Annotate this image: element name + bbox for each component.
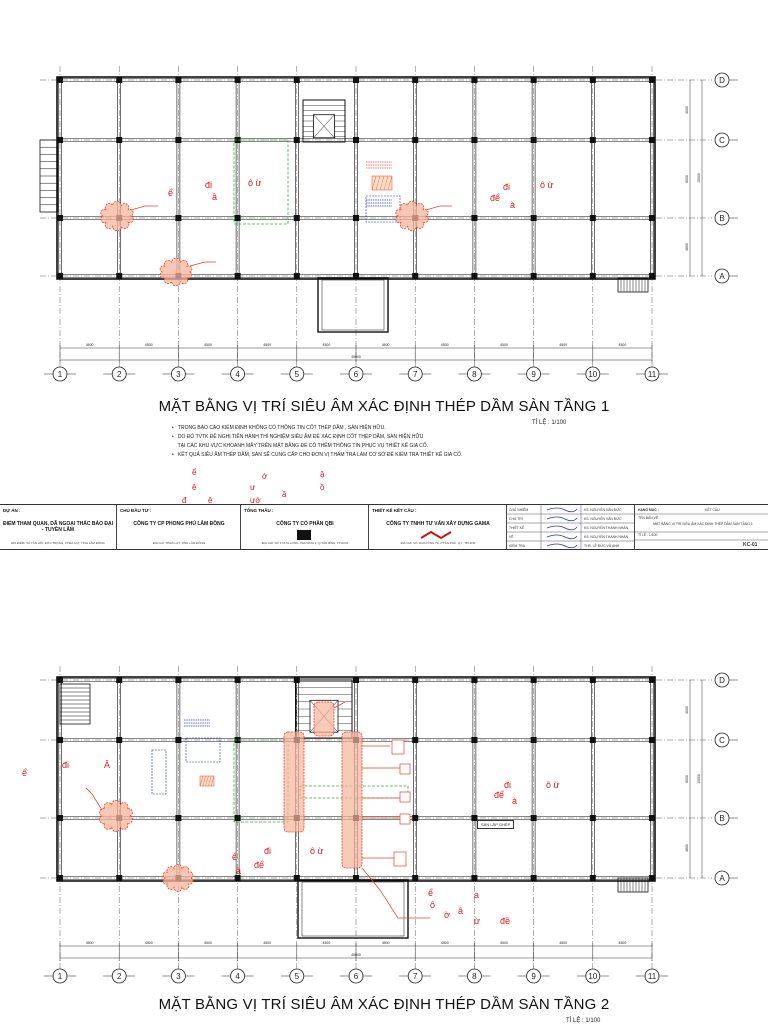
revision-cloud xyxy=(100,800,133,831)
column xyxy=(57,77,63,83)
tb-signatures xyxy=(506,505,635,549)
revision-cloud-shape xyxy=(163,865,193,892)
annot-glyph: ô ừ xyxy=(248,178,262,188)
annot-glyph: ờ xyxy=(444,910,450,920)
tb-person: KS. NGUYỄN THANH NHÂN xyxy=(584,526,629,530)
grid-bubble-label: 1 xyxy=(57,972,63,981)
revision-cloud xyxy=(163,865,193,892)
grid-bubble-label: A xyxy=(719,874,725,883)
column xyxy=(294,215,300,221)
cloud-leader xyxy=(131,206,158,210)
tb-person: KS. NGUYỄN VĂN ĐỨC xyxy=(584,508,622,512)
tb-contractor-addr: ĐỊA CHỈ: SỐ 3 CỬU LONG, PHƯỜNG 2, Q.TÂN BÌNH, TP.HCM xyxy=(262,541,348,545)
dimension-text: 4500 xyxy=(440,343,449,347)
tb-role: VẼ xyxy=(509,535,514,539)
dimension-text: 4500 xyxy=(559,343,568,347)
tb-drawing-name: MẶT BẰNG VỊ TRÍ SIÊU ÂM XÁC ĐỊNH THÉP DẦM SÀN TẦNG 1 xyxy=(653,522,753,526)
column xyxy=(175,137,181,143)
tb-person: KS. NGUYỄN THANH NHÂN xyxy=(584,535,629,539)
grid-bubble-label: B xyxy=(719,814,725,823)
gama-logo xyxy=(419,530,459,540)
leader-box xyxy=(400,814,410,824)
tb-contractor-value: CÔNG TY CỔ PHẦN QBI xyxy=(276,521,334,527)
qbi-logo xyxy=(297,530,311,540)
column xyxy=(235,77,241,83)
column xyxy=(531,77,537,83)
grid-bubble-label: A xyxy=(719,272,725,281)
column xyxy=(235,273,241,279)
column xyxy=(175,677,181,683)
column xyxy=(116,677,122,683)
lobby-outline xyxy=(318,278,388,332)
dimension-total-text: 45000 xyxy=(351,355,361,359)
column xyxy=(235,677,241,683)
tb-sheet-no: KC-01 xyxy=(743,542,758,548)
grid-bubble-label: 3 xyxy=(176,972,181,981)
column xyxy=(175,215,181,221)
revision-cloud xyxy=(342,732,362,868)
dimension-text: 4500 xyxy=(559,941,568,945)
dimension-text: 4500 xyxy=(381,343,390,347)
sheet2-scale: TỈ LỆ : 1/100 xyxy=(566,1018,601,1024)
floor-plan-1 xyxy=(0,28,768,388)
tb-designer-value: CÔNG TY TNHH TƯ VẤN XÂY DỰNG GAMA xyxy=(386,521,490,527)
leader-box xyxy=(400,764,410,774)
dimension-text: 4500 xyxy=(144,941,153,945)
column xyxy=(471,137,477,143)
column xyxy=(57,215,63,221)
stray-glyph: ê xyxy=(192,483,197,492)
leader-box xyxy=(400,792,410,802)
revision-cloud xyxy=(284,732,304,832)
grid-bubble-label: 10 xyxy=(588,370,598,379)
dimension-text: 4500 xyxy=(322,343,331,347)
tb-project-label: DỰ ÁN : xyxy=(3,508,21,513)
sheet1-notes xyxy=(172,424,592,460)
grid-bubble-label: 3 xyxy=(176,370,181,379)
tb-role: THIẾT KẾ xyxy=(509,526,525,530)
grid-bubble-label: 11 xyxy=(647,972,657,981)
column xyxy=(649,77,655,83)
note-text: TRONG BÁO CÁO KIỂM ĐỊNH KHÔNG CÓ THÔNG TIN CỐT THÉP DẦM , SÀN HIỆN HỮU. xyxy=(177,425,386,431)
column xyxy=(649,737,655,743)
dimension-text: 4500 xyxy=(500,343,508,347)
tb-scale: TỈ LỆ : 1/100 xyxy=(638,533,658,537)
tb-owner xyxy=(116,505,241,549)
revision-cloud-shape xyxy=(100,800,133,831)
stray-glyph: đ xyxy=(182,496,187,505)
dimension-text: 4000 xyxy=(685,706,689,714)
annot-glyph: ể xyxy=(428,888,434,898)
column xyxy=(649,875,655,881)
annot-glyph: đi xyxy=(205,180,213,190)
dimension-total-text: 15000 xyxy=(697,774,701,784)
annot-glyph: ừ xyxy=(474,916,481,926)
column xyxy=(590,875,596,881)
revision-cloud xyxy=(314,702,334,736)
column xyxy=(471,875,477,881)
tb-owner-value: CÔNG TY CP PHONG PHÚ LÂM ĐỒNG xyxy=(133,521,225,527)
stray-glyph: ớ xyxy=(262,472,268,481)
annot-glyph: Â xyxy=(104,760,111,770)
dimension-text: 4500 xyxy=(85,941,94,945)
column xyxy=(57,875,63,881)
dimension-text: 6000 xyxy=(685,175,689,183)
column xyxy=(175,77,181,83)
column xyxy=(353,137,359,143)
grid-bubble-label: 9 xyxy=(531,972,536,981)
grid-bubble-label: 6 xyxy=(353,370,359,379)
revision-cloud xyxy=(396,201,428,231)
dimension-text: 4500 xyxy=(204,941,212,945)
column xyxy=(412,815,418,821)
column xyxy=(116,737,122,743)
column xyxy=(531,737,537,743)
column xyxy=(57,273,63,279)
column xyxy=(116,137,122,143)
dimension-text: 4500 xyxy=(85,343,94,347)
grid-bubble-label: 10 xyxy=(588,972,598,981)
tb-drawing-label: TÊN BẢN VẼ xyxy=(638,516,659,520)
sheet1-scale: TỈ LỆ : 1/100 xyxy=(532,420,567,426)
tb-category: KẾT CẤU xyxy=(705,508,720,512)
dimension-text: 6000 xyxy=(685,775,689,783)
dimension-text: 4800 xyxy=(685,844,689,852)
stray-glyph: ư xyxy=(250,483,256,492)
column xyxy=(412,875,418,881)
lobby-inner xyxy=(302,882,404,936)
column xyxy=(590,677,596,683)
tb-person: THS. LÊ ĐỨC VŨ ANH xyxy=(584,544,620,548)
grid-bubble-label: 8 xyxy=(472,972,477,981)
note-line: • TRONG BÁO CÁO KIỂM ĐỊNH KHÔNG CÓ THÔNG TIN CỐT THÉP DẦM , SÀN HIỆN HỮU. xyxy=(172,425,386,431)
annot-glyph: ô ừ xyxy=(546,780,560,790)
tb-contractor xyxy=(240,505,369,549)
column xyxy=(649,815,655,821)
grid-bubble-label: 2 xyxy=(116,972,122,981)
tb-owner-label: CHỦ ĐẦU TƯ : xyxy=(120,508,152,513)
dimension-text: 4500 xyxy=(618,343,627,347)
column xyxy=(531,815,537,821)
grid-bubble-label: D xyxy=(719,676,725,685)
grid-bubble-label: D xyxy=(719,76,725,85)
grid-bubble-label: 2 xyxy=(116,370,122,379)
annot-glyph: à xyxy=(236,866,242,876)
grid-bubble-label: 7 xyxy=(412,972,418,981)
tb-role: CHỦ TRÌ xyxy=(509,517,523,521)
note-text: TẠI CÁC KHU VỰC KHOANH MÂY TRÊN MẶT BẰNG ĐỂ CÓ THÊM THÔNG TIN PHỤC VỤ THIẾT KẾ GIA CỐ. xyxy=(177,443,429,449)
revision-cloud-shape xyxy=(160,258,192,286)
column xyxy=(235,215,241,221)
grid-bubble-label: 7 xyxy=(412,370,418,379)
stray-glyph: ướ xyxy=(250,496,261,505)
lobby-outline xyxy=(298,880,408,938)
grid-bubble-label: 11 xyxy=(647,370,657,379)
leader-box xyxy=(394,852,406,866)
annot-glyph: ầ xyxy=(212,192,218,202)
annot-glyph: đi xyxy=(503,182,511,192)
precast-slab-label: SÀN LẮP GHÉP xyxy=(477,820,514,829)
column xyxy=(590,137,596,143)
grid-bubble-label: B xyxy=(719,214,725,223)
tb-project xyxy=(0,505,116,549)
note-line: • DO ĐÓ TVTK ĐỀ NGHỊ TIẾN HÀNH THÍ NGHIỆM SIÊU ÂM ĐỂ XÁC ĐỊNH CỐT THÉP DẦM, SÀN HIỆN HỮU xyxy=(172,434,424,440)
column xyxy=(235,815,241,821)
column xyxy=(175,815,181,821)
annot-glyph: ô xyxy=(430,900,436,910)
column xyxy=(353,215,359,221)
column xyxy=(57,815,63,821)
tb-role: CHỦ NHIỆM xyxy=(509,508,529,512)
column xyxy=(471,677,477,683)
dimension-text: 4800 xyxy=(685,243,689,251)
cloud-leader xyxy=(362,868,430,918)
column xyxy=(412,77,418,83)
column xyxy=(531,215,537,221)
column xyxy=(590,815,596,821)
dimension-text: 4500 xyxy=(322,941,331,945)
grid-bubble-label: 6 xyxy=(353,972,359,981)
column xyxy=(471,77,477,83)
column xyxy=(294,273,300,279)
cloud-leader xyxy=(190,262,216,266)
column xyxy=(412,677,418,683)
sheet1-title: MẶT BẰNG VỊ TRÍ SIÊU ÂM XÁC ĐỊNH THÉP DẦM SÀN TẦNG 1 xyxy=(158,398,610,415)
tb-designer-label: THIẾT KẾ KẾT CẤU : xyxy=(372,508,417,513)
revision-cloud-shape xyxy=(396,201,428,231)
column xyxy=(175,737,181,743)
tb-category-label: HẠNG MỤC : xyxy=(638,508,659,512)
tb-project-value: ĐIỂM THAM QUAN, DÃ NGOẠI THÁC BẢO ĐẠI - TUYỀN LÂM xyxy=(3,521,113,533)
column xyxy=(353,677,359,683)
tb-owner-addr: ĐỊA CHỈ: TP.ĐÀ LẠT, TỈNH LÂM ĐỒNG xyxy=(152,541,206,545)
grid-bubble-label: C xyxy=(719,136,725,145)
column xyxy=(649,677,655,683)
column xyxy=(116,273,122,279)
annot-glyph: à xyxy=(510,200,516,210)
column xyxy=(649,215,655,221)
tb-info-grid xyxy=(635,505,768,549)
cloud-leader xyxy=(86,788,102,810)
stray-glyph: ậ xyxy=(320,470,325,479)
title-block xyxy=(0,504,768,550)
column xyxy=(116,77,122,83)
note-text: KẾT QUẢ SIÊU ÂM THÉP DẦM, SÀN SẼ CUNG CẤP CHO ĐƠN VỊ THẨM TRA LÀM CƠ SỞ ĐỂ KIỂM TRA THIẾT KẾ GIA CỐ. xyxy=(177,452,463,458)
column xyxy=(471,737,477,743)
dimension-text: 4500 xyxy=(500,941,508,945)
column xyxy=(353,77,359,83)
stray-glyph: ể xyxy=(192,468,197,477)
cloud-leader xyxy=(426,206,452,210)
note-text: DO ĐÓ TVTK ĐỀ NGHỊ TIẾN HÀNH THÍ NGHIỆM SIÊU ÂM ĐỂ XÁC ĐỊNH CỐT THÉP DẦM, SÀN HIỆN HỮU xyxy=(177,434,424,440)
annot-glyph: ô ừ xyxy=(540,180,554,190)
floor-plan-2 xyxy=(0,620,768,992)
drawing-sheet-floor-1 xyxy=(0,28,768,568)
annot-glyph: ể xyxy=(232,852,238,862)
tb-person: KS. NGUYỄN VĂN ĐỨC xyxy=(584,517,622,521)
annot-glyph: đi xyxy=(264,846,272,856)
column xyxy=(590,737,596,743)
annot-glyph: để xyxy=(494,790,505,800)
column xyxy=(590,215,596,221)
tb-drawing-info xyxy=(634,505,768,549)
grid-bubble-label: 9 xyxy=(531,370,536,379)
column xyxy=(531,875,537,881)
existing-beam-markup xyxy=(234,740,288,822)
annot-glyph: đi xyxy=(62,760,70,770)
dimension-text: 4500 xyxy=(204,343,212,347)
grid-bubble-label: 5 xyxy=(294,370,300,379)
annot-glyph: để xyxy=(254,860,265,870)
grid-bubble-label: 8 xyxy=(472,370,477,379)
dimension-text: 4500 xyxy=(263,941,272,945)
annot-glyph: đề xyxy=(500,916,511,926)
column xyxy=(116,875,122,881)
annot-glyph: ể xyxy=(22,768,28,778)
column xyxy=(531,137,537,143)
column xyxy=(590,77,596,83)
annot-glyph: a xyxy=(474,890,480,900)
column xyxy=(294,77,300,83)
column xyxy=(57,677,63,683)
drawing-sheet-floor-2 xyxy=(0,620,768,1024)
annot-glyph: ô ừ xyxy=(310,846,324,856)
revision-cloud-shape xyxy=(101,201,133,231)
column xyxy=(412,737,418,743)
column xyxy=(57,737,63,743)
column xyxy=(649,137,655,143)
column xyxy=(471,215,477,221)
column xyxy=(531,677,537,683)
annot-glyph: để xyxy=(490,193,501,203)
dimension-text: 4500 xyxy=(618,941,627,945)
dimension-total-text: 15000 xyxy=(697,173,701,183)
grid-bubble-label: 5 xyxy=(294,972,300,981)
sheet2-title: MẶT BẰNG VỊ TRÍ SIÊU ÂM XÁC ĐỊNH THÉP DẦM SÀN TẦNG 2 xyxy=(158,996,610,1013)
stray-glyph: ồ xyxy=(320,483,325,492)
annot-glyph: đi xyxy=(504,780,512,790)
dimension-text: 4500 xyxy=(263,343,272,347)
note-line xyxy=(172,442,592,451)
dimension-total-text: 45000 xyxy=(351,953,361,957)
blue-markup xyxy=(152,750,166,794)
grid-bubble-label: 1 xyxy=(57,370,63,379)
annot-glyph: ầ xyxy=(458,906,464,916)
dimension-text: 4500 xyxy=(381,941,390,945)
column xyxy=(531,273,537,279)
grid-bubble-label: C xyxy=(719,736,725,745)
revision-cloud xyxy=(160,258,192,286)
stray-glyph: ê xyxy=(208,496,213,505)
tb-role: KIỂM TRA xyxy=(509,544,525,548)
dimension-text: 4000 xyxy=(685,106,689,114)
column xyxy=(471,273,477,279)
column xyxy=(294,137,300,143)
lobby-inner xyxy=(322,280,384,330)
column xyxy=(649,273,655,279)
grid-bubble-label: 4 xyxy=(235,370,240,379)
dimension-text: 4500 xyxy=(440,941,449,945)
tb-designer xyxy=(368,505,507,549)
dimension-text: 4500 xyxy=(144,343,153,347)
column xyxy=(412,137,418,143)
stray-glyph: ầ xyxy=(282,490,287,499)
note-line: • KẾT QUẢ SIÊU ÂM THÉP DẦM, SÀN SẼ CUNG CẤP CHO ĐƠN VỊ THẨM TRA LÀM CƠ SỞ ĐỂ KIỂM TRA THIẾT KẾ GIA CỐ. xyxy=(172,452,463,458)
column xyxy=(412,273,418,279)
annot-glyph: ể xyxy=(168,188,174,198)
annot-glyph: à xyxy=(512,796,518,806)
column xyxy=(590,273,596,279)
tb-project-addr: ĐỊA ĐIỂM: XÃ TÂN HỘI, ĐỨC TRỌNG, TP.ĐÀ LẠT, TỈNH LÂM ĐỒNG xyxy=(11,541,105,545)
tb-designer-addr: ĐỊA CHỈ: SỐ 10 ĐƯỜNG 7A, P.TÂN PHÚ, Q.7, TP.HCM xyxy=(400,541,476,545)
tb-contractor-label: TỔNG THẦU : xyxy=(244,508,274,513)
revision-cloud xyxy=(101,201,133,231)
grid-bubble-label: 4 xyxy=(235,972,240,981)
leader-box xyxy=(392,740,404,754)
